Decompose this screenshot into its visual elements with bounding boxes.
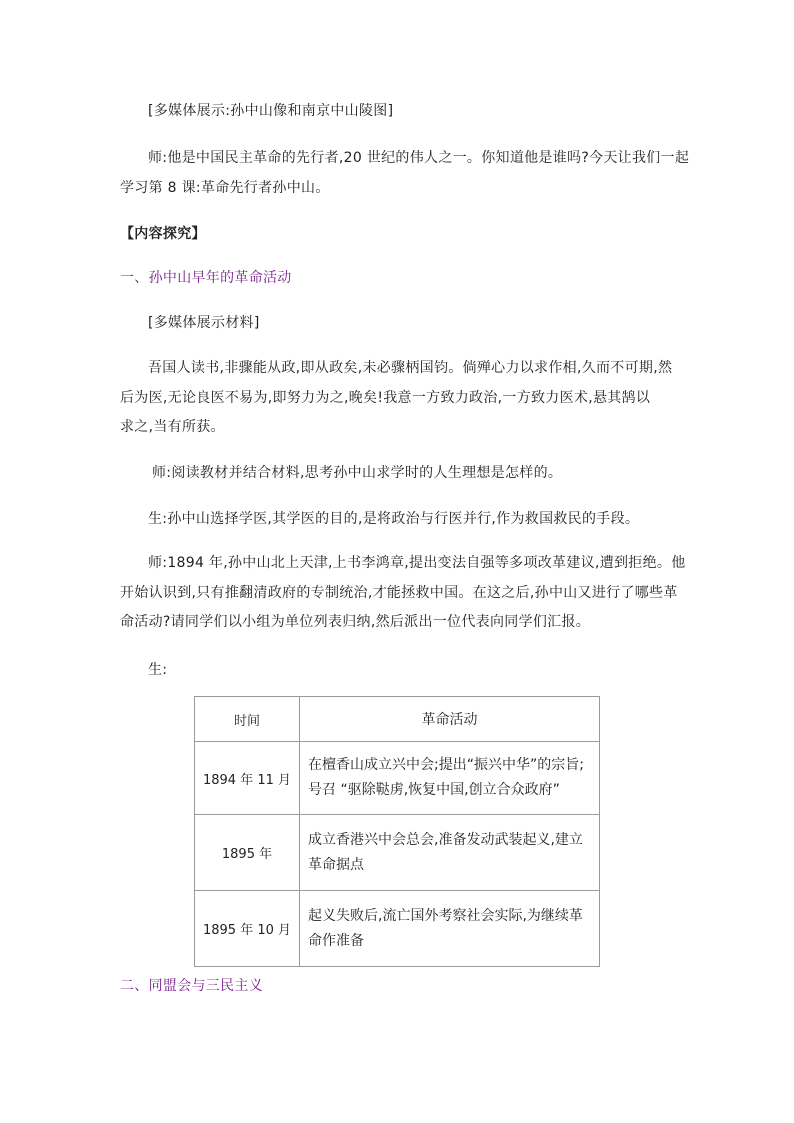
- revolution-activities-table: [194, 696, 600, 967]
- row-time: 1895 年: [195, 815, 300, 891]
- table-row: [195, 742, 600, 815]
- section-1-heading: 一、孙中山早年的革命活动: [120, 270, 292, 286]
- teacher-1894-line-1: 师:1894 年,孙中山北上天津,上书李鸿章,提出变法自强等多项改革建议,遭到拒绝。他: [148, 555, 686, 571]
- row-activity-line: 命作准备: [308, 932, 364, 949]
- teacher-1894-line-3: 命活动?请同学们以小组为单位列表归纳,然后派出一位代表向同学们汇报。: [120, 614, 591, 630]
- header-activity: 革命活动: [300, 697, 600, 742]
- student-label: 生:: [148, 662, 168, 678]
- row-activity-line: 起义失败后,流亡国外考察社会实际,为继续革: [308, 907, 583, 924]
- teacher-intro-line-1: 师:他是中国民主革命的先行者,20 世纪的伟人之一。你知道他是谁吗?今天让我们一起: [148, 150, 690, 166]
- table-row: [195, 891, 600, 967]
- teacher-question: 师:阅读教材并结合材料,思考孙中山求学时的人生理想是怎样的。: [152, 465, 563, 481]
- row-activity: [300, 742, 600, 815]
- quote-line-2: 后为医,无论良医不易为,即努力为之,晚矣!我意一方致力政治,一方致力医术,悬其鹄以: [120, 390, 651, 406]
- row-activity-line: 在檀香山成立兴中会;提出“振兴中华”的宗旨;: [308, 757, 584, 773]
- table-row: [195, 815, 600, 891]
- media-show-material-note: [多媒体展示材料]: [148, 315, 260, 331]
- media-show-note: [多媒体展示:孙中山像和南京中山陵图]: [148, 103, 394, 119]
- row-activity-line: 号召 “驱除鞑虏,恢复中国,创立合众政府”: [308, 782, 560, 798]
- row-time: 1894 年 11 月: [195, 742, 300, 815]
- table-header-row: [195, 697, 600, 742]
- teacher-1894-line-2: 开始认识到,只有推翻清政府的专制统治,才能拯救中国。在这之后,孙中山又进行了哪些革: [120, 585, 678, 601]
- quote-line-3: 求之,当有所获。: [120, 419, 225, 435]
- student-answer: 生:孙中山选择学医,其学医的目的,是将政治与行医并行,作为救国救民的手段。: [148, 511, 640, 527]
- teacher-intro-line-2: 学习第 8 课:革命先行者孙中山。: [120, 180, 330, 196]
- row-activity-line: 革命据点: [308, 856, 364, 873]
- content-explore-heading: 【内容探究】: [120, 226, 206, 242]
- row-activity-line: 成立香港兴中会总会,准备发动武装起义,建立: [308, 831, 583, 848]
- row-time: 1895 年 10 月: [195, 891, 300, 967]
- header-time: 时间: [195, 697, 300, 742]
- quote-line-1: 吾国人读书,非骤能从政,即从政矣,未必骤柄国钧。倘殚心力以求作相,久而不可期,然: [148, 360, 673, 376]
- row-activity: [300, 891, 600, 967]
- row-activity: [300, 815, 600, 891]
- section-2-heading: 二、同盟会与三民主义: [120, 978, 263, 994]
